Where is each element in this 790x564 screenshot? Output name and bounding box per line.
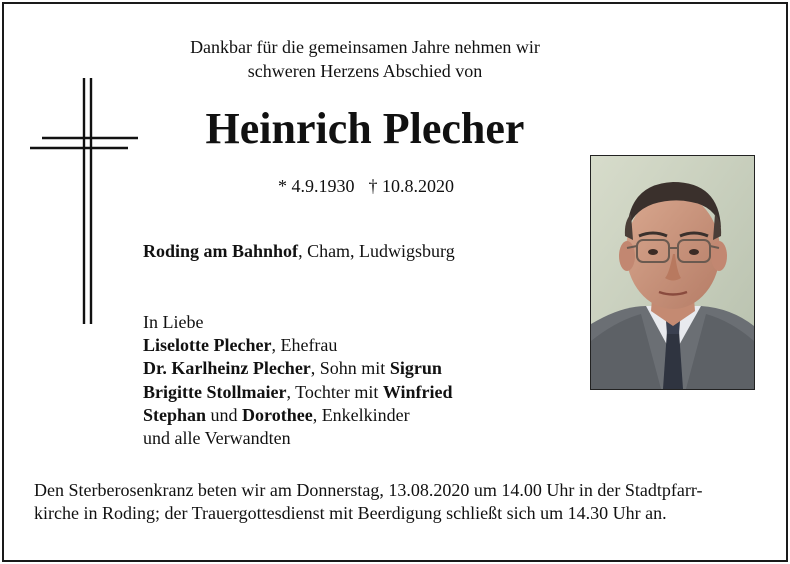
mourner-connector: und (206, 404, 243, 425)
mourner-row (143, 404, 453, 427)
residence-others: , Cham, Ludwigsburg (298, 241, 455, 261)
mourner-row (143, 381, 453, 404)
portrait-photo (590, 155, 755, 390)
mourner-name: Dorothee (242, 404, 313, 425)
mourner-partner: Sigrun (389, 358, 442, 379)
service-notice (34, 479, 774, 525)
intro-text (150, 35, 580, 83)
mourner-name: Liselotte Plecher (143, 335, 272, 356)
mourner-row (143, 334, 453, 357)
mourner-relation: , Tochter mit (286, 381, 383, 402)
residence-line (143, 239, 455, 263)
mourner-name: Stephan (143, 404, 207, 425)
deceased-name: Heinrich Plecher (205, 104, 525, 153)
mourners-heading: In Liebe (143, 312, 204, 332)
mourner-relation: , Sohn mit (310, 358, 390, 379)
mourner-name: Dr. Karlheinz Plecher (143, 358, 311, 379)
mourners-closing: und alle Verwandten (143, 428, 291, 449)
birth-date: * 4.9.1930 (278, 176, 355, 196)
mourner-row (143, 357, 453, 380)
mourner-relation: , Enkelkinder (312, 404, 410, 425)
service-notice-line-1: Den Sterberosenkranz beten wir am Donnerstag, 13.08.2020 um 14.00 Uhr in der Stadtpfarr- (34, 480, 703, 500)
service-notice-line-2: kirche in Roding; der Trauergottesdienst mit Beerdigung schließt sich um 14.30 Uhr an. (34, 503, 667, 523)
cross-icon (28, 76, 140, 331)
death-date: † 10.8.2020 (368, 176, 454, 196)
mourner-partner: Winfried (382, 381, 453, 402)
life-dates (278, 174, 454, 198)
mourners-list (143, 311, 453, 450)
intro-line-1: Dankbar für die gemeinsamen Jahre nehmen wir (190, 37, 540, 57)
residence-main: Roding am Bahnhof (143, 241, 299, 261)
mourner-name: Brigitte Stollmaier (143, 381, 287, 402)
intro-line-2: schweren Herzens Abschied von (247, 61, 483, 81)
mourner-relation: , Ehefrau (271, 335, 338, 356)
